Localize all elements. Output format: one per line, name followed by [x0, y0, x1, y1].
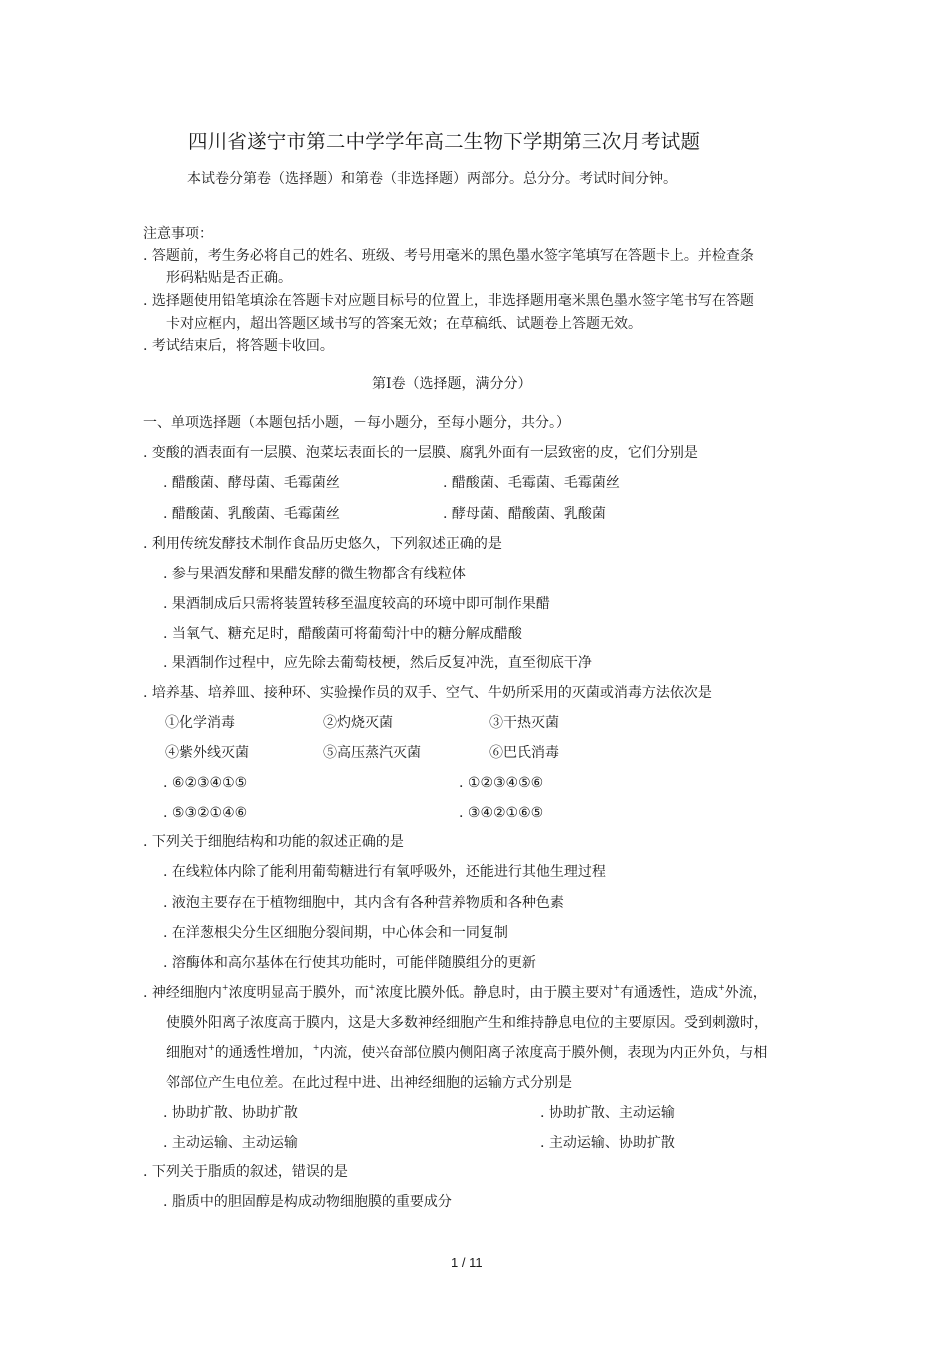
- question-5-line3-part2: 的通透性增加，: [214, 1045, 313, 1061]
- method-2: ②灼烧灭菌: [323, 715, 393, 731]
- question-5-stem-part4: 有通透性，造成: [620, 985, 719, 1001]
- method-1: ①化学消毒: [165, 715, 235, 731]
- question-3-option-c: . ⑤③②①④⑥: [163, 805, 248, 821]
- question-5-stem-part3: 浓度比膜外低。静息时，由于膜主要对: [375, 985, 614, 1001]
- document-subtitle: 本试卷分第卷（选择题）和第卷（非选择题）两部分。总分分。考试时间分钟。: [187, 171, 677, 187]
- section-title: 第Ⅰ卷（选择题，满分分）: [372, 376, 532, 392]
- question-6-stem: . 下列关于脂质的叙述，错误的是: [143, 1164, 348, 1180]
- question-5-stem-line2: 使膜外阳离子浓度高于膜内，这是大多数神经细胞产生和维持静息电位的主要原因。受到刺激时，: [166, 1015, 768, 1031]
- question-4-option-b: . 液泡主要存在于植物细胞中，其内含有各种营养物质和各种色素: [163, 895, 564, 911]
- notice-heading: 注意事项：: [143, 226, 213, 242]
- notice-item-1-cont: 形码粘贴是否正确。: [166, 270, 292, 286]
- question-5-stem-part5: 外流，: [724, 985, 767, 1001]
- cation-superscript: +: [221, 983, 229, 992]
- question-1-option-b: . 醋酸菌、毛霉菌、毛霉菌丝: [443, 475, 620, 491]
- question-5-stem-line3: [166, 1043, 768, 1061]
- question-1-option-c: . 醋酸菌、乳酸菌、毛霉菌丝: [163, 506, 340, 522]
- question-4-option-a: . 在线粒体内除了能利用葡萄糖进行有氧呼吸外，还能进行其他生理过程: [163, 864, 606, 880]
- part-heading: 一、单项选择题（本题包括小题，－每小题分，至每小题分，共分。）: [143, 415, 570, 431]
- question-6-option-a: . 脂质中的胆固醇是构成动物细胞膜的重要成分: [163, 1194, 452, 1210]
- notice-item-3: . 考试结束后，将答题卡收回。: [143, 338, 334, 354]
- method-4: ④紫外线灭菌: [165, 745, 249, 761]
- question-5-line3-part1: 细胞对: [166, 1045, 208, 1061]
- question-2-stem: . 利用传统发酵技术制作食品历史悠久，下列叙述正确的是: [143, 536, 502, 552]
- notice-item-2-cont: 卡对应框内，超出答题区域书写的答案无效；在草稿纸、试题卷上答题无效。: [166, 316, 642, 332]
- cation-superscript: +: [613, 983, 621, 992]
- question-4-option-c: . 在洋葱根尖分生区细胞分裂间期，中心体会和一同复制: [163, 925, 508, 941]
- document-title: 四川省遂宁市第二中学学年高二生物下学期第三次月考试题: [188, 130, 701, 153]
- question-4-stem: . 下列关于细胞结构和功能的叙述正确的是: [143, 834, 404, 850]
- cation-superscript: +: [368, 983, 376, 992]
- question-5-stem-part1: . 神经细胞内: [143, 985, 222, 1001]
- method-5: ⑤高压蒸汽灭菌: [323, 745, 421, 761]
- question-5-option-b: . 协助扩散、主动运输: [540, 1105, 675, 1121]
- question-3-option-d: . ③④②①⑥⑤: [459, 805, 544, 821]
- question-3-option-b: . ①②③④⑤⑥: [459, 775, 544, 791]
- question-2-option-d: . 果酒制作过程中，应先除去葡萄枝梗，然后反复冲洗，直至彻底干净: [163, 655, 592, 671]
- question-5-option-a: . 协助扩散、协助扩散: [163, 1105, 298, 1121]
- notice-item-1: . 答题前，考生务必将自己的姓名、班级、考号用毫米的黑色墨水签字笔填写在答题卡上。并检查条: [143, 248, 754, 264]
- question-3-stem: . 培养基、培养皿、接种环、实验操作员的双手、空气、牛奶所采用的灭菌或消毒方法依次是: [143, 685, 712, 701]
- question-5-stem: [143, 983, 767, 1001]
- question-5-stem-part2: 浓度明显高于膜外，而: [228, 985, 369, 1001]
- question-5-option-d: . 主动运输、协助扩散: [540, 1135, 675, 1151]
- question-5-line3-part3: 内流，使兴奋部位膜内侧阳离子浓度高于膜外侧，表现为内正外负，与相: [319, 1045, 768, 1061]
- page-number: 1 / 11: [451, 1255, 483, 1270]
- method-6: ⑥巴氏消毒: [489, 745, 559, 761]
- question-4-option-d: . 溶酶体和高尔基体在行使其功能时，可能伴随膜组分的更新: [163, 955, 536, 971]
- question-5-option-c: . 主动运输、主动运输: [163, 1135, 298, 1151]
- question-2-option-b: . 果酒制成后只需将装置转移至温度较高的环境中即可制作果醋: [163, 596, 550, 612]
- cation-superscript: +: [718, 983, 725, 992]
- question-1-option-a: . 醋酸菌、酵母菌、毛霉菌丝: [163, 475, 340, 491]
- question-1-stem: . 变酸的酒表面有一层膜、泡菜坛表面长的一层膜、腐乳外面有一层致密的皮，它们分别是: [143, 445, 698, 461]
- question-1-option-d: . 酵母菌、醋酸菌、乳酸菌: [443, 506, 606, 522]
- question-2-option-c: . 当氧气、糖充足时，醋酸菌可将葡萄汁中的糖分解成醋酸: [163, 626, 522, 642]
- method-3: ③干热灭菌: [489, 715, 559, 731]
- question-3-option-a: . ⑥②③④①⑤: [163, 775, 248, 791]
- question-2-option-a: . 参与果酒发酵和果醋发酵的微生物都含有线粒体: [163, 566, 466, 582]
- question-5-stem-line4: 邻部位产生电位差。在此过程中进、出神经细胞的运输方式分别是: [166, 1075, 572, 1091]
- cation-superscript: +: [312, 1043, 320, 1052]
- notice-item-2: . 选择题使用铅笔填涂在答题卡对应题目标号的位置上，非选择题用毫米黑色墨水签字笔书写在答题: [143, 293, 754, 309]
- cation-superscript: +: [208, 1043, 215, 1052]
